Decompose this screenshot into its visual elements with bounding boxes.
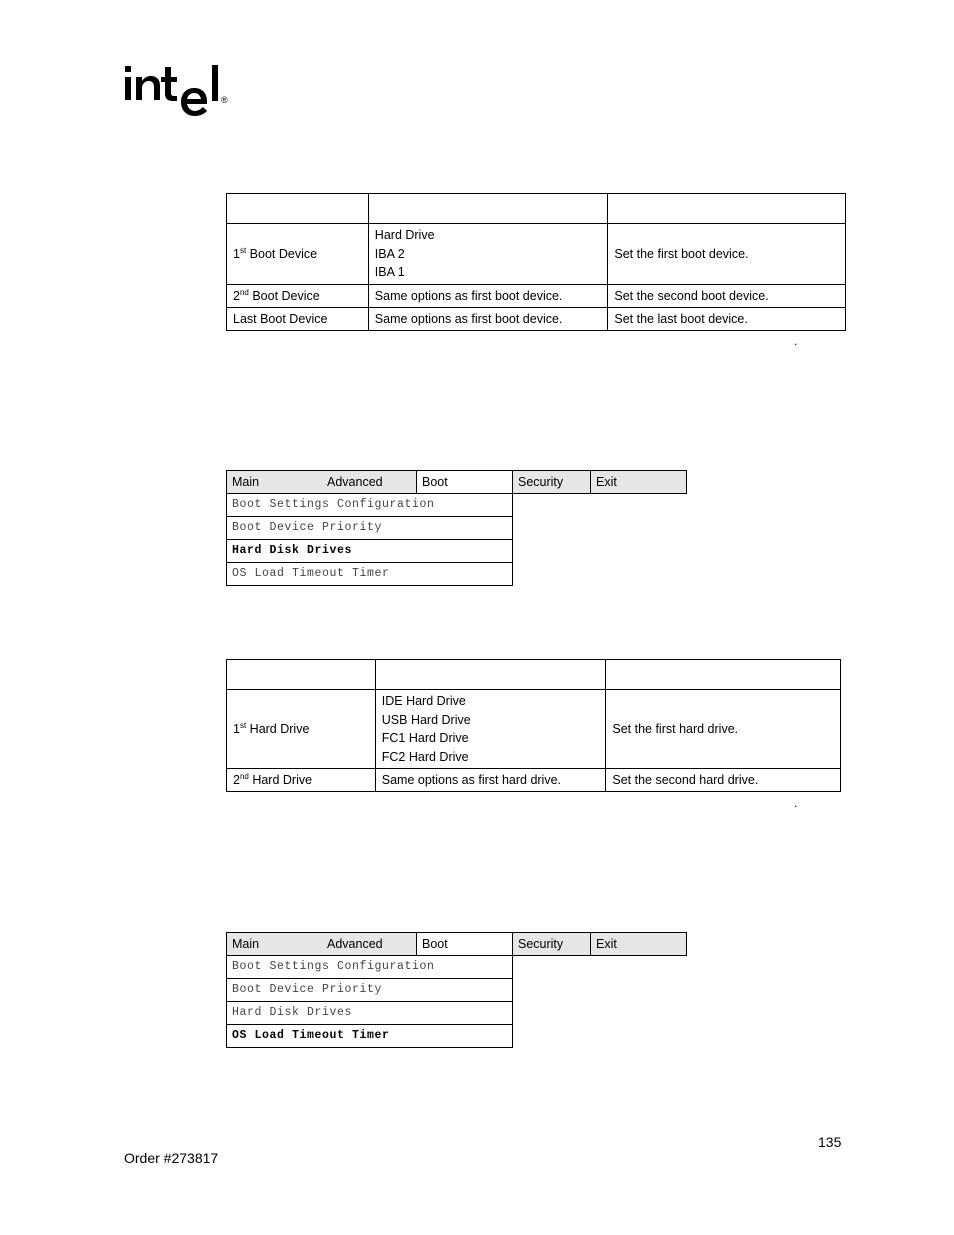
table-row (227, 284, 846, 307)
values-cell: IDE Hard Drive USB Hard Drive FC1 Hard Drive FC2 Hard Drive (375, 690, 606, 769)
option-cell: 2nd Boot Device (227, 284, 369, 307)
caption-dot: . (794, 334, 798, 348)
table-header-row (227, 194, 846, 224)
tab-main-advanced (226, 932, 417, 956)
tab-advanced[interactable]: Advanced (327, 937, 383, 951)
header-cell-help (606, 660, 841, 690)
tab-main-advanced (226, 470, 417, 494)
values-cell: Same options as first boot device. (368, 307, 608, 330)
values-cell: Hard Drive IBA 2 IBA 1 (368, 224, 608, 285)
values-cell: Same options as first boot device. (368, 284, 608, 307)
tab-main[interactable]: Main (232, 475, 260, 489)
header-cell-option (227, 194, 369, 224)
option-cell: Last Boot Device (227, 307, 369, 330)
table-row (227, 224, 846, 285)
menu-bar (226, 470, 687, 494)
header-cell-values (368, 194, 608, 224)
menu-item-hard-disk-drives[interactable]: Hard Disk Drives (226, 539, 513, 563)
help-cell: Set the first hard drive. (606, 690, 841, 769)
option-cell: 1st Hard Drive (227, 690, 376, 769)
menu-item-os-load-timeout-timer[interactable]: OS Load Timeout Timer (226, 562, 513, 586)
menu-item-boot-device-priority[interactable]: Boot Device Priority (226, 516, 513, 540)
tab-security[interactable]: Security (512, 470, 591, 494)
header-cell-help (608, 194, 846, 224)
bios-menu-hard-disk-drives (226, 470, 687, 586)
tab-advanced[interactable]: Advanced (327, 475, 383, 489)
order-number: Order #273817 (124, 1150, 219, 1166)
tab-boot[interactable]: Boot (416, 932, 513, 956)
hard-disk-drives-table (226, 659, 841, 792)
table-header-row (227, 660, 841, 690)
svg-text:®: ® (221, 95, 228, 105)
tab-security[interactable]: Security (512, 932, 591, 956)
tab-exit[interactable]: Exit (590, 470, 687, 494)
values-cell: Same options as first hard drive. (375, 769, 606, 792)
menu-item-hard-disk-drives[interactable]: Hard Disk Drives (226, 1001, 513, 1025)
tab-main[interactable]: Main (232, 937, 260, 951)
tab-boot[interactable]: Boot (416, 470, 513, 494)
help-cell: Set the first boot device. (608, 224, 846, 285)
option-cell: 2nd Hard Drive (227, 769, 376, 792)
header-cell-values (375, 660, 606, 690)
menu-item-boot-device-priority[interactable]: Boot Device Priority (226, 978, 513, 1002)
page-number: 135 (818, 1134, 842, 1150)
menu-item-boot-settings-configuration[interactable]: Boot Settings Configuration (226, 493, 513, 517)
menu-item-boot-settings-configuration[interactable]: Boot Settings Configuration (226, 955, 513, 979)
menu-item-os-load-timeout-timer[interactable]: OS Load Timeout Timer (226, 1024, 513, 1048)
menu-list (226, 955, 513, 1048)
table-row (227, 769, 841, 792)
table-row (227, 307, 846, 330)
caption-dot: . (794, 796, 798, 810)
boot-device-priority-table (226, 193, 846, 331)
table-row (227, 690, 841, 769)
intel-logo (122, 58, 232, 120)
header-cell-option (227, 660, 376, 690)
menu-bar (226, 932, 687, 956)
menu-list (226, 493, 513, 586)
option-cell: 1st Boot Device (227, 224, 369, 285)
help-cell: Set the last boot device. (608, 307, 846, 330)
help-cell: Set the second hard drive. (606, 769, 841, 792)
bios-menu-os-load-timeout (226, 932, 687, 1048)
help-cell: Set the second boot device. (608, 284, 846, 307)
tab-exit[interactable]: Exit (590, 932, 687, 956)
